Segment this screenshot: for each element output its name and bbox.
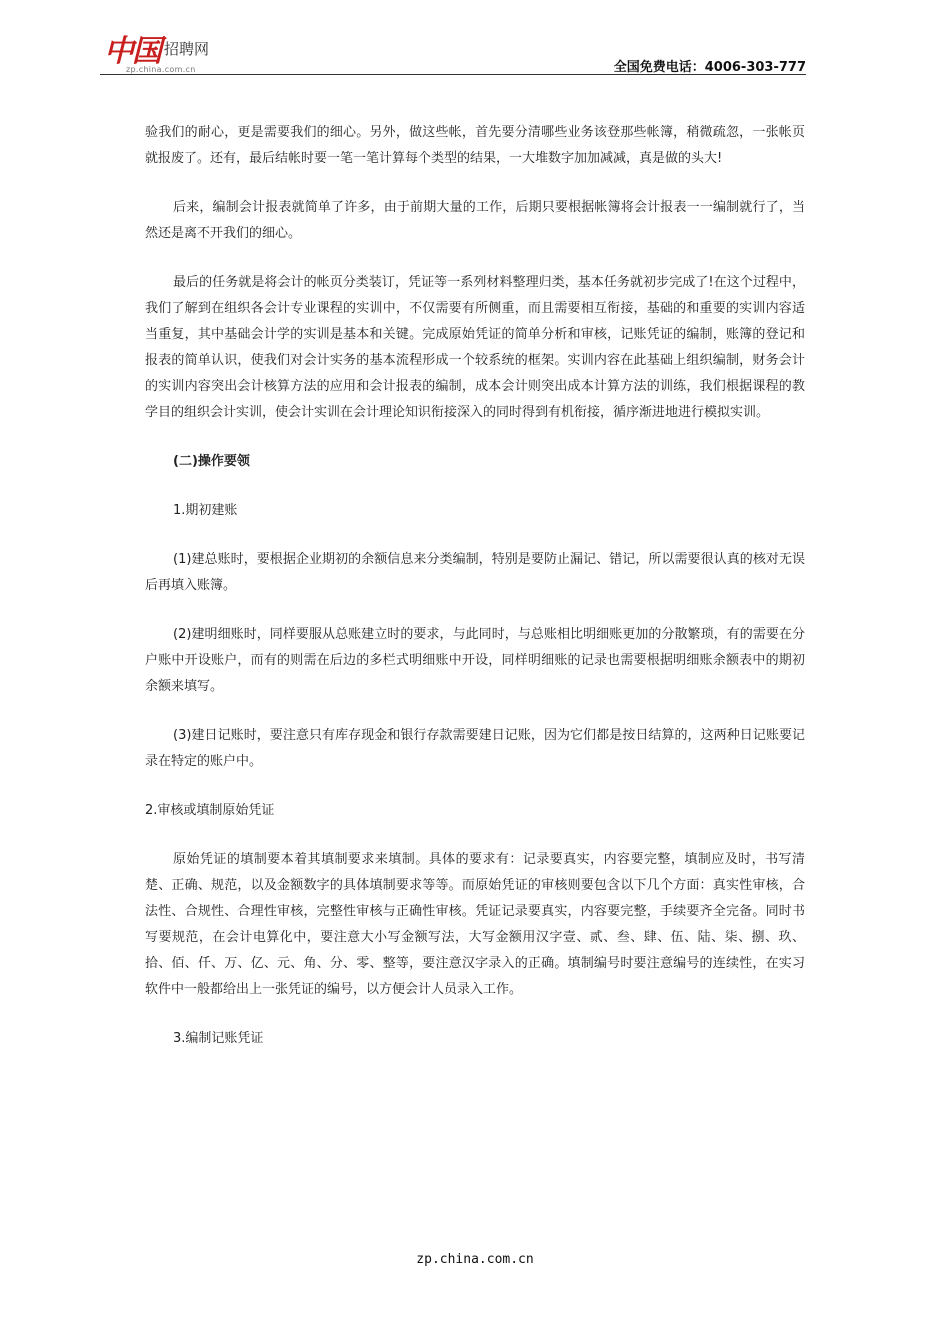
paragraph: (2)建明细账时，同样要服从总账建立时的要求，与此同时，与总账相比明细账更加的分散繁琐，有的需要在分户账中开设账户，而有的则需在后边的多栏式明细账中开设，同样明细账的记录也需要根据明细账余额表中的期初余额来填写。 — [145, 627, 805, 694]
paragraph: (3)建日记账时，要注意只有库存现金和银行存款需要建日记账，因为它们都是按日结算的，这两种日记账要记录在特定的账户中。 — [145, 728, 805, 769]
subsection-heading: 3.编制记账凭证 — [173, 1031, 264, 1046]
subsection-heading: 1.期初建账 — [173, 503, 238, 518]
footer-url: zp.china.com.cn — [416, 1252, 534, 1267]
paragraph: (1)建总账时，要根据企业期初的余额信息来分类编制，特别是要防止漏记、错记，所以需要很认真的核对无误后再填入账簿。 — [145, 552, 805, 593]
section-heading: (二)操作要领 — [173, 454, 250, 469]
hotline-phone: 全国免费电话：4006-303-777 — [613, 60, 806, 75]
paragraph: 原始凭证的填制要本着其填制要求来填制。具体的要求有：记录要真实，内容要完整，填制应及时，书写清楚、正确、规范，以及金额数字的具体填制要求等等。而原始凭证的审核则要包含以下几个方面：真实性审核，合法性、合规性、合理性审核，完整性审核与正确性审核。凭证记录要真实，内容要完整，手续要齐全完备。同时书写要规范，在会计电算化中，要注意大小写金额写法，大写金额用汉字壹、贰、叁、肆、伍、陆、柒、捌、玖、拾、佰、仟、万、亿、元、角、分、零、整等，要注意汉字录入的正确。填制编号时要注意编号的连续性，在实习软件中一般都给出上一张凭证的编号，以方便会计人员录入工作。 — [145, 852, 805, 997]
site-logo — [100, 24, 240, 76]
document-body — [145, 120, 805, 1075]
header-divider — [100, 74, 806, 75]
logo-url: zp.china.com.cn — [126, 65, 196, 74]
subsection-heading: 2.审核或填制原始凭证 — [145, 803, 275, 818]
paragraph: 后来，编制会计报表就简单了许多，由于前期大量的工作，后期只要根据帐簿将会计报表一一编制就行了，当然还是离不开我们的细心。 — [145, 200, 805, 241]
logo-text: 招聘网 — [164, 40, 210, 58]
paragraph: 验我们的耐心，更是需要我们的细心。另外，做这些帐，首先要分清哪些业务该登那些帐簿，稍微疏忽，一张帐页就报废了。还有，最后结帐时要一笔一笔计算每个类型的结果，一大堆数字加加减减，真是做的头大! — [145, 125, 805, 166]
logo-mark: 中国 — [104, 34, 160, 69]
paragraph: 最后的任务就是将会计的帐页分类装订，凭证等一系列材料整理归类，基本任务就初步完成了!在这个过程中，我们了解到在组织各会计专业课程的实训中，不仅需要有所侧重，而且需要相互衔接，基础的和重要的实训内容适当重复，其中基础会计学的实训是基本和关键。完成原始凭证的简单分析和审核，记账凭证的编制，账簿的登记和报表的简单认识，使我们对会计实务的基本流程形成一个较系统的框架。实训内容在此基础上组织编制，财务会计的实训内容突出会计核算方法的应用和会计报表的编制，成本会计则突出成本计算方法的训练，我们根据课程的教学目的组织会计实训，使会计实训在会计理论知识衔接深入的同时得到有机衔接，循序渐进地进行模拟实训。 — [145, 275, 805, 420]
